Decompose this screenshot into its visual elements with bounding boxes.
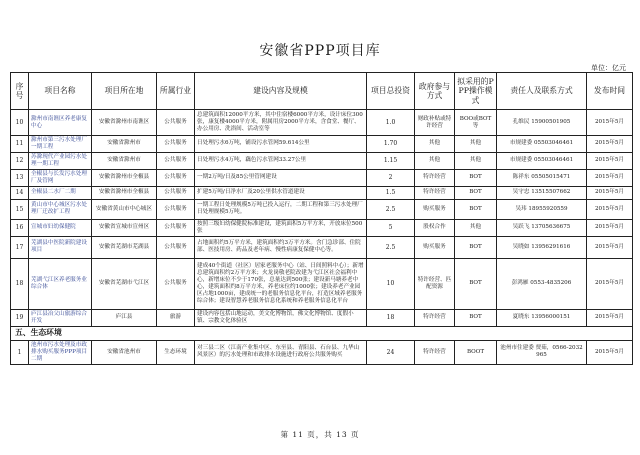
cell-content: 扩建5万吨/日净水厂及20公里供水管道建设 bbox=[195, 186, 367, 199]
cell-no: 16 bbox=[11, 219, 29, 236]
header-cell: 项目所在地 bbox=[92, 73, 157, 110]
cell-content: 按照三级妇幼保健院标准建设，建筑面积5万平方米，开放床位500张 bbox=[195, 219, 367, 236]
cell-gov: 购买服务 bbox=[415, 236, 455, 258]
cell-loc: 安徽省宣城市宣州区 bbox=[92, 219, 157, 236]
cell-ind: 公共服务 bbox=[157, 136, 195, 153]
table-row bbox=[11, 199, 633, 219]
cell-invest: 5 bbox=[367, 219, 415, 236]
cell-ind: 公共服务 bbox=[157, 110, 195, 136]
cell-loc: 安徽省滁州市 bbox=[92, 152, 157, 169]
cell-invest: 24 bbox=[367, 340, 415, 364]
header-cell: 责任人及联系方式 bbox=[497, 73, 587, 110]
cell-mode: 其他 bbox=[455, 152, 497, 169]
cell-loc: 安徽省滁州市全椒县 bbox=[92, 186, 157, 199]
table-row bbox=[11, 186, 633, 199]
cell-no: 13 bbox=[11, 169, 29, 186]
cell-date: 2015年5月 bbox=[587, 340, 633, 364]
table-header-row bbox=[11, 73, 633, 110]
cell-contact: 吴守忠 13515507662 bbox=[497, 186, 587, 199]
cell-mode: 其他 bbox=[455, 136, 497, 153]
section-heading: 五、生态环境 bbox=[11, 326, 633, 340]
cell-ind: 公共服务 bbox=[157, 219, 195, 236]
cell-mode: BOT bbox=[455, 186, 497, 199]
cell-loc: 庐江县 bbox=[92, 309, 157, 326]
cell-content: 对三县二区（江南产业集中区、东至县、青阳县、石台县、九华山风景区）的污水处理和市政排水设施进行政府公共服务购买 bbox=[195, 340, 367, 364]
cell-mode: BOT bbox=[455, 309, 497, 326]
cell-date: 2015年5月 bbox=[587, 309, 633, 326]
cell-invest: 1.70 bbox=[367, 136, 415, 153]
cell-ind: 公共服务 bbox=[157, 236, 195, 258]
cell-content: 日处理污水6万吨，铺设污水管网59.614公里 bbox=[195, 136, 367, 153]
cell-no: 15 bbox=[11, 199, 29, 219]
cell-contact: 市规建委 05503046461 bbox=[497, 136, 587, 153]
cell-content: 建设内容包括山地运动，美文化博物馆，佛文化博物馆、度假小镇、宗教文化体验区 bbox=[195, 309, 367, 326]
cell-loc: 安徽省芜湖市弋江区 bbox=[92, 258, 157, 309]
cell-no: 17 bbox=[11, 236, 29, 258]
cell-invest: 2.5 bbox=[367, 199, 415, 219]
cell-name: 滁州市南谯区养老康复中心 bbox=[29, 110, 92, 136]
cell-mode: BOT bbox=[455, 169, 497, 186]
ppp-project-table bbox=[10, 72, 633, 365]
header-cell: 发布时间 bbox=[587, 73, 633, 110]
cell-content: 总建筑面积12000平方米，其中住宿楼6000平方米，设计床位300张，康复楼4000平方米，附属用房2000平方米，含食堂、餐厅、办公用房、洗浴间、活动室等 bbox=[195, 110, 367, 136]
cell-invest: 10 bbox=[367, 258, 415, 309]
cell-date: 2015年5月 bbox=[587, 258, 633, 309]
cell-date: 2015年5月 bbox=[587, 199, 633, 219]
cell-contact: 吴跃飞 13705636675 bbox=[497, 219, 587, 236]
cell-name: 黄山市中心城区污水处理厂迁改扩工程 bbox=[29, 199, 92, 219]
cell-contact: 市规建委 05503046461 bbox=[497, 152, 587, 169]
cell-gov: 财政补贴或特许经营 bbox=[415, 110, 455, 136]
table-row bbox=[11, 340, 633, 364]
cell-loc: 安徽省滁州市全椒县 bbox=[92, 169, 157, 186]
cell-ind: 公共服务 bbox=[157, 258, 195, 309]
cell-no: 1 bbox=[11, 340, 29, 364]
cell-no: 19 bbox=[11, 309, 29, 326]
cell-invest: 2.5 bbox=[367, 236, 415, 258]
cell-invest: 1.15 bbox=[367, 152, 415, 169]
cell-mode: BOT bbox=[455, 258, 497, 309]
header-cell: 所属行业 bbox=[157, 73, 195, 110]
cell-contact: 孔维民 15900501905 bbox=[497, 110, 587, 136]
cell-date: 2015年5月 bbox=[587, 169, 633, 186]
cell-gov: 其他 bbox=[415, 136, 455, 153]
cell-invest: 1.5 bbox=[367, 186, 415, 199]
cell-gov: 特许经营 bbox=[415, 309, 455, 326]
table-row bbox=[11, 309, 633, 326]
cell-loc: 安徽省黄山市中心城区 bbox=[92, 199, 157, 219]
cell-contact: 陈祥东 05505015471 bbox=[497, 169, 587, 186]
cell-date: 2015年5月 bbox=[587, 152, 633, 169]
cell-loc: 安徽省滁州市南谯区 bbox=[92, 110, 157, 136]
cell-name: 全椒县与长发污水处理厂及管网 bbox=[29, 169, 92, 186]
cell-invest: 18 bbox=[367, 309, 415, 326]
cell-name: 宣城市妇幼保健院 bbox=[29, 219, 92, 236]
section-row bbox=[11, 326, 633, 340]
cell-gov: 特许经营 bbox=[415, 186, 455, 199]
cell-gov: 特许经营、匹配资源 bbox=[415, 258, 455, 309]
cell-contact: 夏晓东 13956000151 bbox=[497, 309, 587, 326]
cell-mode: BOO或BOT等 bbox=[455, 110, 497, 136]
cell-contact: 吴晓如 13956291616 bbox=[497, 236, 587, 258]
cell-content: 日处理污水4万吨，藕色污水管网33.27公里 bbox=[195, 152, 367, 169]
cell-name: 苏滁现代产业园污水处理一期工程 bbox=[29, 152, 92, 169]
header-cell: 建设内容及规模 bbox=[195, 73, 367, 110]
cell-content: 占地面积约5万平方米，建筑面积约3万平方米。含门急诊部、住院部、医技用房、药品及老年病、慢性病康复保健中心等。 bbox=[195, 236, 367, 258]
page-title: 安徽省PPP项目库 bbox=[259, 43, 381, 59]
cell-gov: 特许经营 bbox=[415, 340, 455, 364]
cell-date: 2015年5月 bbox=[587, 219, 633, 236]
cell-ind: 生态环境 bbox=[157, 340, 195, 364]
table-row bbox=[11, 219, 633, 236]
cell-gov: 购买服务 bbox=[415, 199, 455, 219]
cell-date: 2015年5月 bbox=[587, 136, 633, 153]
table-row bbox=[11, 169, 633, 186]
cell-no: 18 bbox=[11, 258, 29, 309]
cell-name: 芜湖弋江区养老服务业综合体 bbox=[29, 258, 92, 309]
cell-name: 滁州市第三污水处理厂一期工程 bbox=[29, 136, 92, 153]
cell-invest: 1.0 bbox=[367, 110, 415, 136]
cell-mode: 其他 bbox=[455, 219, 497, 236]
cell-date: 2015年5月 bbox=[587, 110, 633, 136]
cell-ind: 公共服务 bbox=[157, 169, 195, 186]
cell-mode: BOT bbox=[455, 199, 497, 219]
cell-invest: 2 bbox=[367, 169, 415, 186]
cell-gov: 其他 bbox=[415, 152, 455, 169]
header-cell: 项目名称 bbox=[29, 73, 92, 110]
cell-contact: 池州市住建委 贾茹，0566-2032965 bbox=[497, 340, 587, 364]
table-row bbox=[11, 136, 633, 153]
cell-ind: 旅游 bbox=[157, 309, 195, 326]
cell-date: 2015年5月 bbox=[587, 236, 633, 258]
header-cell: 政府参与方式 bbox=[415, 73, 455, 110]
header-cell: 序号 bbox=[11, 73, 29, 110]
cell-mode: BOOT bbox=[455, 340, 497, 364]
cell-gov: 特许经营 bbox=[415, 169, 455, 186]
table-row bbox=[11, 110, 633, 136]
page-footer: 第 11 页，共 13 页 bbox=[280, 430, 360, 439]
table-row bbox=[11, 258, 633, 309]
cell-mode: BOT bbox=[455, 236, 497, 258]
cell-ind: 公共服务 bbox=[157, 199, 195, 219]
cell-ind: 公共服务 bbox=[157, 186, 195, 199]
cell-name: 全椒县二水厂二期 bbox=[29, 186, 92, 199]
cell-date: 2015年5月 bbox=[587, 186, 633, 199]
header-cell: 拟采用的PPP操作模式 bbox=[455, 73, 497, 110]
cell-content: 一期工程日处理规模5万吨已投入运行，二期工程和第三污水处理厂日处理规模5万吨。 bbox=[195, 199, 367, 219]
cell-no: 14 bbox=[11, 186, 29, 199]
header-cell: 项目总投资 bbox=[367, 73, 415, 110]
cell-contact: 吴玮 18955920559 bbox=[497, 199, 587, 219]
cell-name: 池州市污水处理及市政排水购买服务PPP项目二期 bbox=[29, 340, 92, 364]
table-row bbox=[11, 236, 633, 258]
unit-label: 单位：亿元 bbox=[591, 64, 626, 72]
cell-loc: 安徽省滁州市 bbox=[92, 136, 157, 153]
cell-no: 11 bbox=[11, 136, 29, 153]
cell-loc: 安徽省芜湖市芜湖县 bbox=[92, 236, 157, 258]
cell-no: 10 bbox=[11, 110, 29, 136]
cell-name: 庐江县冶父山旅游综合开发 bbox=[29, 309, 92, 326]
cell-gov: 股权合作 bbox=[415, 219, 455, 236]
cell-content: 建成40个街道（社区）居家老服务中心（站、日间照料中心）；新增总建筑面积约2万平方米；火龙岗敬老院改建为弋江区社会福利中心，新增床位不少于170张，总量达到500张；建设新马塘养老中心，建筑面积约8万平方米，养老床位约1000张；建设养老产业园区占地1000亩，建成统一的老服务信息化平台，打造区域养老服务综合体；建设智慧养老服务信息化系统和养老服务信息化平台 bbox=[195, 258, 367, 309]
cell-contact: 彭鸿雁 0553-4835206 bbox=[497, 258, 587, 309]
cell-loc: 安徽省池州市 bbox=[92, 340, 157, 364]
cell-no: 12 bbox=[11, 152, 29, 169]
cell-name: 芜湖县中医院新院建设项目 bbox=[29, 236, 92, 258]
cell-content: 一期2万吨/日及85公里管网建设 bbox=[195, 169, 367, 186]
table-row bbox=[11, 152, 633, 169]
cell-ind: 公共服务 bbox=[157, 152, 195, 169]
